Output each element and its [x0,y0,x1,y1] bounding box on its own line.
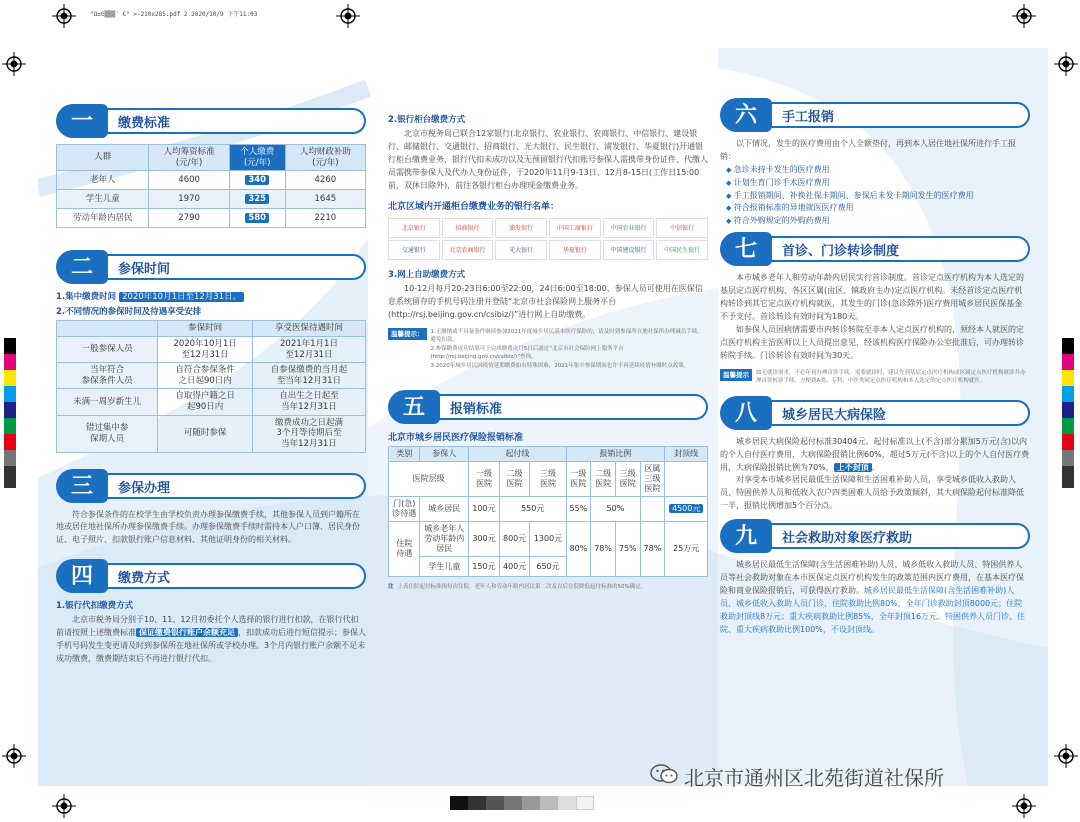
tips-tag: 温馨提示： [388,328,427,340]
bank-logo: 中国民生银行 [656,240,708,260]
registration-mark-icon [336,4,360,28]
section-title: 缴费标准 [118,116,171,131]
section-header-manual-reimbursement: 六 手工报销 [720,100,1030,130]
section-header-enrollment-time: 二 参保时间 [56,252,366,282]
section-title: 首诊、门诊转诊制度 [782,243,900,259]
registration-mark-icon [52,794,76,818]
bank-logo: 中信银行 [656,218,708,238]
enrollment-process-text: 符合参保条件的在校学生由学校负责办理参保缴费手续，其他参保人员到户籍所在地或居住地社保所办理参保缴费手续。办理参保缴费手续时需持本人户口簿、居民身份证、电子照片、扣款银行账户信息材料、其他证明身份的相关材料。 [56,509,360,545]
bank-logo: 招商银行 [442,218,494,238]
registration-mark-icon [1054,52,1078,76]
registration-mark-icon [52,4,76,28]
table-header: 享受医保待遇时间 [252,321,365,337]
section-title: 参保办理 [118,480,171,496]
referral-text-1: 本市城乡老年人和劳动年龄内居民实行首诊制度。首诊定点医疗机构为本人选定的基层定点医疗机构、各区区属(由区、镇政府主办)定点医疗机构。未经首诊定点医疗机构转诊到其它定点医疗机构就医，其发生的门诊(急诊除外)医疗费用城乡居民医保基金不予支付。首诊转诊有效时间为180天。 [720,272,1024,321]
table-header: 个人缴费 (元/年) [229,145,285,171]
enrollment-period-line: 1.集中缴费时间 2020年10月1日至12月31日。 [56,290,366,302]
column-middle [388,110,708,592]
section-title: 社会救助对象医疗救助 [782,531,913,547]
table-row: 老年人 4600 340 4260 [57,171,366,190]
medical-aid-text: 城乡居民最低生活保障(含生活困难补助)人员、城乡低收入救助人员、特困供养人员等社会救助对象在本市医保定点医疗机构发生的政策范围内医疗费用，在基本医疗保险和商业保险报销后，可获得医疗救助。城乡居民最低生活保障(含生活困难补助)人员、城乡低收入救助人员门诊、住院救助比例80%，全年门诊救助封顶8000元；住院救助封顶线8万元；重大疾病救助比例85%，全年封顶16万元。特困供养人员门诊、住院、重大疾病救助比例100%，不设封顶线。 [720,560,1026,635]
payment-standard-table [56,144,366,228]
table-row: 学生儿童 1970 325 1645 [57,190,366,209]
table-row: 错过集中参 保期人员 可随时参保 缴费成功之日起满 3个月等待期后至 当年12月31日 [57,415,366,452]
table-row: 住院 待遇 城乡老年人 劳动年龄内 居民 300元 800元 1300元 80% 78% 75% 78% 25万元 [389,522,708,557]
list-item: ◆ 急诊未持卡发生的医疗费用 [726,164,1030,177]
table-row: 当年符合 参保条件人员 自符合参保条件 之日起90日内 自参保缴费的当月起 至当年12月31日 [57,363,366,389]
table-header: 人均筹资标准 (元/年) [149,145,229,171]
bank-logo: 中国农业银行 [603,218,655,238]
section-title: 城乡居民大病保险 [782,407,887,423]
list-item: ◆ 符合报销标准的异地就医医疗费用 [726,202,1030,215]
grayscale-strip [450,796,594,810]
reimbursement-table-title: 北京市城乡居民医疗保险报销标准 [388,433,524,444]
enrollment-cases-line: 2.不同情况的参保时间及待遇享受安排 [56,307,202,318]
section-title: 参保时间 [118,262,171,278]
section-title: 报销标准 [450,402,503,418]
manual-reimbursement-intro: 以下情况，发生的医疗费用由个人全额垫付，再到本人居住地社保所进行手工报销： [720,139,1016,161]
critical-illness-text-2: 对享受本市城乡居民最低生活保障和生活困难补助人员，享受城乡低收入救助人员、特困供养人员和低收入农户四类困难人员给予政策倾斜，其大病保险起付标准降低一半，报销比例增加5个百分点。 [720,475,1024,511]
section-header-critical-illness: 八 城乡居民大病保险 [720,398,1030,428]
wechat-icon [650,763,678,785]
table-note: 注 上表住院起付标准指每次住院，老年人和劳动年龄内居民第二次及以后住院降低起付标准的50%确定。 [388,584,647,591]
list-item: ◆ 手工报销期间、补换社保卡期间、参保后未发卡期间发生的医疗费用 [726,190,1030,203]
footer-watermark: 北京市通州区北苑街道社保所 [684,766,944,790]
list-item: ◆ 符合外购规定的外购药费用 [726,215,1030,228]
table-row: 门(急) 诊待遇 城乡居民 100元 550元 55% 50% 4500元 [389,497,708,522]
section-header-enrollment-process: 三 参保办理 [56,471,366,501]
tips-list: 1.无缴纳或不具备条件继续参加2021年度城乡居民基本医疗保险的，请及时到参保所在地社保所办理减员手续。避免扣款。 2.参保缴费成功结果可于完成缴费次月5日后通过“北京市社会保险网上服务平台(http://rsj.beijing.gov.cn/csibiz/)”查询。 3.2020年城乡居民因疫情延期缴费如有特殊困难，2021年集中参保期间也许不再延续疫情补缴时点政策。 [430,328,703,369]
referral-tips: 温馨提示 如无就诊需求，不必年初办理首诊手续。需要就诊时，建议先到基层定点医疗机构或区属定点医疗机构就诊并办理首诊转诊手续，方便到A类、专科、中医类同定点医疗机构和本人选定的定点医疗机构就医。 [720,369,1030,386]
registration-mark-icon [1012,794,1036,818]
tips-box [388,328,708,371]
registration-mark-icon [1012,4,1036,28]
bank-logo: 北京农商银行 [442,240,494,260]
registration-mark-icon [1054,744,1078,768]
referral-text-2: 如参保人员因病情需要市内转诊转院至非本人定点医疗机构的，须经本人就医的定点医疗机构主治医师以上人员提出意见，经该机构医疗保险办公室批准后，可办理转诊转院手续。门诊转诊有效时间为30天。 [720,324,1024,360]
print-meta: "Ω±∈▒▒▒¨ €" >-210x285.pdf 2 2020/10/9 下午11:03 [90,11,258,18]
table-row: 一般参保人员 2020年10月1日 至12月31日 2021年1月1日 至12月31日 [57,336,366,362]
critical-illness-text-1: 城乡居民大病保险起付标准30404元。起付标准以上(不含)部分累加5万元(含)以内的个人自付医疗费用，大病保险报销比例60%，超过5万元(不含)以上的个人自付医疗费用，大病保险报销比例为70%， 上不封顶 。 [720,436,1030,472]
payment-method-1-text: 北京市税务局分别于10、11、12月初委托个人选择的银行进行扣款，在银行代扣前请按照上述缴费标准 保证缴费银行账户余额充足 ，扣款成功后进行短信提示；参保人手机号码发生变更请及时到参保所在地社保所或学校办理。3个月内银行账户余额不足未成功缴费，缴费期结束后不再进行银行代扣。 [56,615,366,664]
color-bar-left [4,338,16,488]
brochure-sheet [38,48,1048,786]
bank-logo-grid [388,218,708,260]
manual-reimbursement-list [726,164,1030,228]
bank-logo: 中国建设银行 [603,240,655,260]
bank-logo: 中国工商银行 [549,218,601,238]
section-title: 手工报销 [782,110,835,125]
section-header-payment-standard: 一 缴费标准 [56,106,366,136]
print-header [0,0,1080,26]
column-left [56,106,366,666]
reimbursement-table: 类别 参保人 起付线 报销比例 封顶线 医院层级 一级 医院 二级 医院 三级 医院 一级 医院 二级 医院 三级 医院 区属 三级 医院 门(急) 诊待遇 城乡居民 100元 550元 55% 50% 4500元 住院 待遇 城乡老年人 劳动年龄内 居民 300元 800元 1300元 80% 78% 75% 78% 25万元 学生儿童 150元 400元 650元 [388,446,708,577]
bank-logo: 浦发银行 [495,218,547,238]
section-header-reimbursement-standard: 五 报销标准 [388,392,708,422]
registration-mark-icon [2,52,26,76]
payment-method-2-title: 2.银行柜台缴费方式 [388,115,466,125]
payment-method-1-title: 1.银行代扣缴费方式 [56,601,134,612]
bank-list-title: 北京区域内开通柜台缴费业务的银行名单： [388,201,560,212]
table-row: 学生儿童 150元 400元 650元 [389,557,708,577]
bank-logo: 华夏银行 [549,240,601,260]
payment-method-2-text: 北京市税务局已联合12家银行(北京银行、农业银行、农商银行、中信银行、建设银行、邮储银行、交通银行、招商银行、光大银行、民生银行、浦发银行、华夏银行)开通银行柜台缴费业务，银行代扣未成功以及无预留银行代扣账号参保人需携带身份证件、代缴人员需携带参保人及代办人身份证件，于2020年11月9-13日、12月8-15日(工作日15:00前，双休日除外)，前往各银行柜台办理现金缴费业务。 [388,129,708,190]
section-header-payment-methods: 四 缴费方式 [56,561,366,591]
table-header: 参保时间 [158,321,253,337]
bank-logo: 北京银行 [388,218,440,238]
section-title: 缴费方式 [118,571,171,587]
section-header-referral: 七 首诊、门诊转诊制度 [720,234,1030,264]
bank-logo: 交通银行 [388,240,440,260]
table-header: 人均财政补助 (元/年) [285,145,365,171]
bank-logo: 光大银行 [495,240,547,260]
payment-method-3-title: 3.网上自助缴费方式 [388,269,466,280]
table-row: 未满一周岁新生儿 自取得户籍之日 起90日内 自出生之日起至 当年12月31日 [57,389,366,415]
enrollment-time-table [56,320,366,452]
payment-method-3-text: 10-12月每月20-23日6:00至22:00，24日6:00至18:00，参保人员可使用在医保信息系统留存的手机号码注册并登陆“北京市社会保险网上服务平台(http://rsj.beijing.gov.cn/csibiz/)”进行网上自助缴费。 [388,283,703,319]
list-item: ◆ 计划生育门诊手术医疗费用 [726,177,1030,190]
table-row: 劳动年龄内居民 2790 580 2210 [57,209,366,228]
registration-mark-icon [2,744,26,768]
table-header: 人群 [57,145,149,171]
color-bar-right [1062,338,1074,488]
section-header-medical-aid: 九 社会救助对象医疗救助 [720,521,1030,551]
column-right [720,100,1030,637]
